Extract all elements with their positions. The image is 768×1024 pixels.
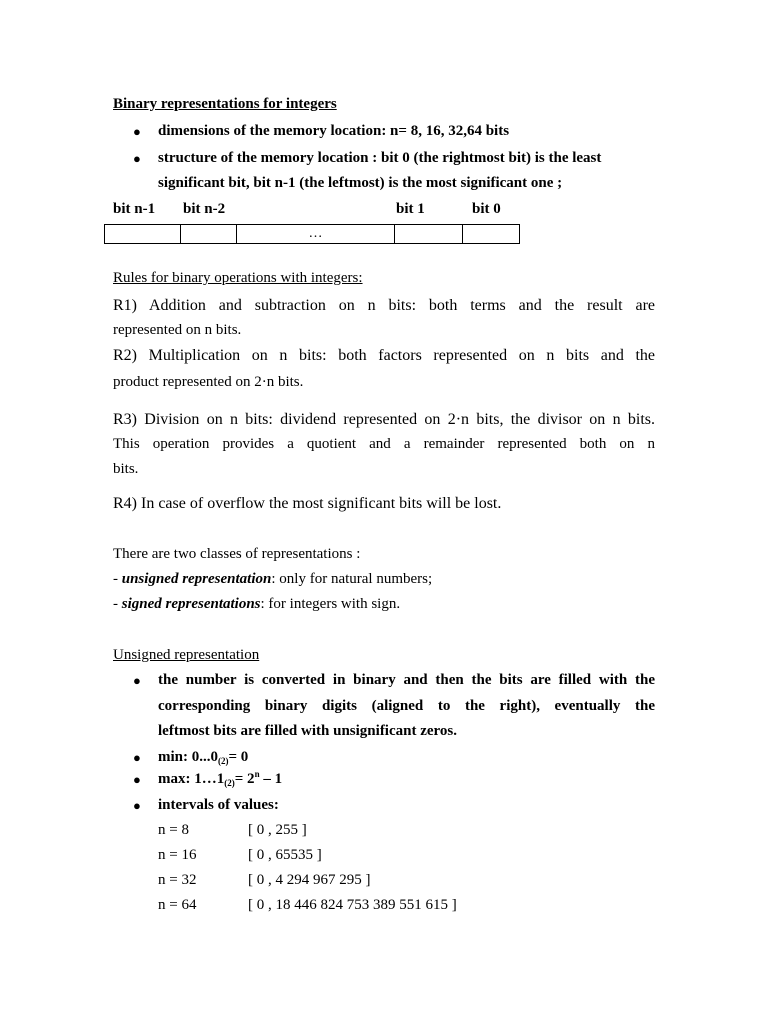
max-label: max: 1…1 — [158, 771, 225, 787]
bit-layout-table — [104, 224, 520, 244]
classes-intro: There are two classes of representations : — [113, 546, 361, 562]
interval-n: n = 8 — [158, 822, 189, 838]
interval-n: n = 16 — [158, 847, 197, 863]
rule-r3-line1: R3) Division on n bits: dividend represented on 2·n bits, the divisor on n bits. — [113, 411, 655, 428]
bit-label-1: bit 1 — [396, 201, 425, 217]
bit-cell — [463, 225, 520, 244]
rule-r1-line2: represented on n bits. — [113, 322, 242, 338]
rule-r4: R4) In case of overflow the most significant bits will be lost. — [113, 495, 502, 512]
class-signed-term: signed representations — [121, 596, 261, 612]
interval-range: [ 0 , 18 446 824 753 389 551 615 ] — [248, 897, 457, 913]
min-subscript: (2) — [218, 756, 229, 766]
bullet-icon: ● — [133, 772, 141, 787]
interval-range: [ 0 , 255 ] — [248, 822, 307, 838]
unsigned-bullet-line3: leftmost bits are filled with unsignificant zeros. — [158, 723, 458, 739]
bullet-structure-line2: significant bit, bit n-1 (the leftmost) is the most significant one ; — [158, 175, 563, 191]
interval-n: n = 32 — [158, 872, 197, 888]
bullet-dimensions: dimensions of the memory location: n= 8, 16, 32,64 bits — [158, 123, 510, 139]
max-superscript: n — [254, 769, 260, 779]
bit-cell-ellipsis: … — [237, 225, 395, 244]
bullet-icon: ● — [133, 124, 141, 139]
unsigned-max — [158, 767, 282, 792]
bullet-structure-line1: structure of the memory location : bit 0 (the rightmost bit) is the least — [158, 150, 602, 166]
max-tail: – 1 — [259, 771, 283, 787]
bit-label-n-1: bit n-1 — [113, 201, 156, 217]
min-label: min: 0...0 — [158, 749, 218, 765]
interval-range: [ 0 , 65535 ] — [248, 847, 322, 863]
bullet-icon: ● — [133, 151, 141, 166]
interval-row — [158, 893, 457, 918]
intervals-label: intervals of values: — [158, 797, 279, 813]
bit-label-0: bit 0 — [472, 201, 501, 217]
rule-r3-line3: bits. — [113, 461, 139, 477]
interval-row — [158, 868, 371, 893]
page-title: Binary representations for integers — [113, 96, 337, 112]
interval-n: n = 64 — [158, 897, 197, 913]
unsigned-bullet-line2: corresponding binary digits (aligned to the right), eventually the — [158, 698, 655, 714]
rule-r1-line1: R1) Addition and subtraction on n bits: both terms and the result are — [113, 297, 655, 314]
max-equals: = 2 — [234, 771, 255, 787]
rule-r3-line2: This operation provides a quotient and a remainder represented both on n — [113, 436, 655, 452]
rules-heading: Rules for binary operations with integers: — [113, 270, 363, 286]
bullet-icon: ● — [133, 673, 141, 688]
unsigned-bullet-line1: the number is converted in binary and then the bits are filled with the — [158, 672, 655, 688]
class-signed-rest: : for integers with sign. — [260, 596, 401, 612]
class-unsigned-term: unsigned representation — [121, 571, 272, 587]
bit-cell — [181, 225, 237, 244]
bullet-icon: ● — [133, 798, 141, 813]
class-signed — [113, 592, 400, 617]
class-unsigned-rest: : only for natural numbers; — [271, 571, 433, 587]
rule-r2-line2: product represented on 2·n bits. — [113, 374, 304, 390]
bit-cell — [395, 225, 463, 244]
class-signed-prefix: - — [113, 596, 122, 612]
unsigned-heading: Unsigned representation — [113, 647, 260, 663]
class-unsigned-prefix: - — [113, 571, 122, 587]
bit-cell — [105, 225, 181, 244]
interval-row — [158, 843, 322, 868]
bit-label-n-2: bit n-2 — [183, 201, 226, 217]
rule-r2-line1: R2) Multiplication on n bits: both factors represented on n bits and the — [113, 347, 655, 364]
interval-row — [158, 818, 307, 843]
class-unsigned — [113, 567, 432, 592]
interval-range: [ 0 , 4 294 967 295 ] — [248, 872, 371, 888]
min-equals: = 0 — [228, 749, 249, 765]
max-subscript: (2) — [224, 778, 235, 788]
bullet-icon: ● — [133, 750, 141, 765]
